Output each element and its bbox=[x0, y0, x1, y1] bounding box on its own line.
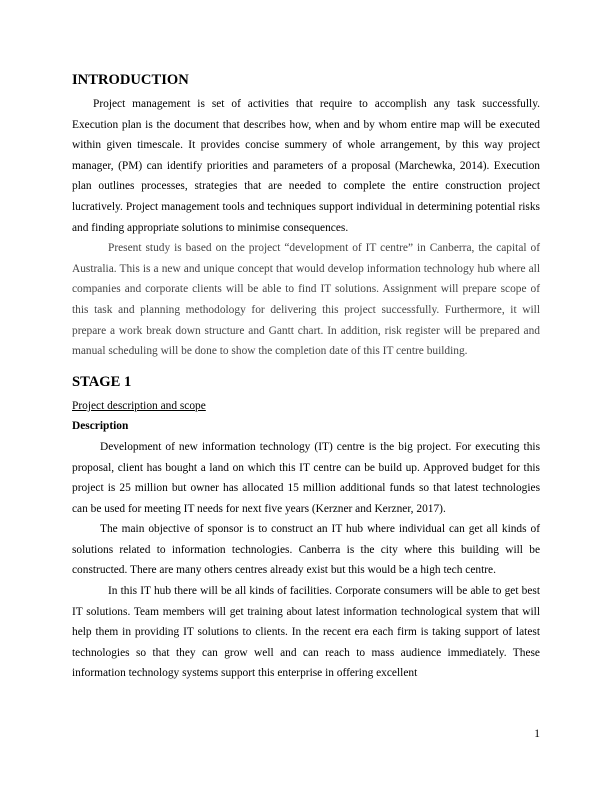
page-content bbox=[72, 70, 540, 684]
stage1-paragraph-2: The main objective of sponsor is to construct an IT hub where individual can get all kinds of solutions related to information technologies. Canberra is the city where this building will be constructed. There are many others centres already exist but this would be a high tech centre. bbox=[72, 523, 540, 577]
introduction-heading: INTRODUCTION bbox=[72, 72, 189, 88]
stage1-paragraph-3: In this IT hub there will be all kinds of facilities. Corporate consumers will be able to get best IT solutions. Team members will get training about latest information technological system that will help them in providing IT solutions to clients. In the recent era each firm is taking support of latest technologies so that they can grow well and can reach to mass audience immediately. These information technology systems support this enterprise in offering excellent bbox=[72, 585, 540, 680]
stage1-heading: STAGE 1 bbox=[72, 373, 132, 390]
stage1-paragraph-1: Development of new information technology (IT) centre is the big project. For executing this proposal, client has bought a land on which this IT centre can be build up. Approved budget for this project is 25 million but owner has allocated 15 million additional funds so that latest technologies can be used for meeting IT needs for next five years (Kerzner and Kerzner, 2017). bbox=[72, 440, 540, 515]
introduction-paragraph-2: Present study is based on the project “development of IT centre” in Canberra, the capital of Australia. This is a new and unique concept that would develop information technology hub where all companies and corporate clients will be able to find IT solutions. Assignment will prepare scope of this task and planning methodology for delivering this project successfully. Furthermore, it will prepare a work break down structure and Gantt chart. In addition, risk register will be prepared and manual scheduling will be done to show the completion date of this IT centre building. bbox=[72, 242, 540, 358]
stage1-subheading: Project description and scope bbox=[72, 399, 206, 412]
introduction-paragraph-1: Project management is set of activities that require to accomplish any task successfully. Execution plan is the document that describes how, when and by whom entire map will be executed within given timescale. It provides concise summery of whole arrangement, by this way project manager, (PM) can identify priorities and parameters of a proposal (Marchewka, 2014). Execution plan outlines processes, strategies that are needed to complete the entire construction project lucratively. Project management tools and techniques support individual in determining potential risks and finding appropriate solutions to minimise consequences. bbox=[72, 98, 540, 234]
page-number: 1 bbox=[534, 728, 540, 740]
description-label: Description bbox=[72, 420, 129, 433]
